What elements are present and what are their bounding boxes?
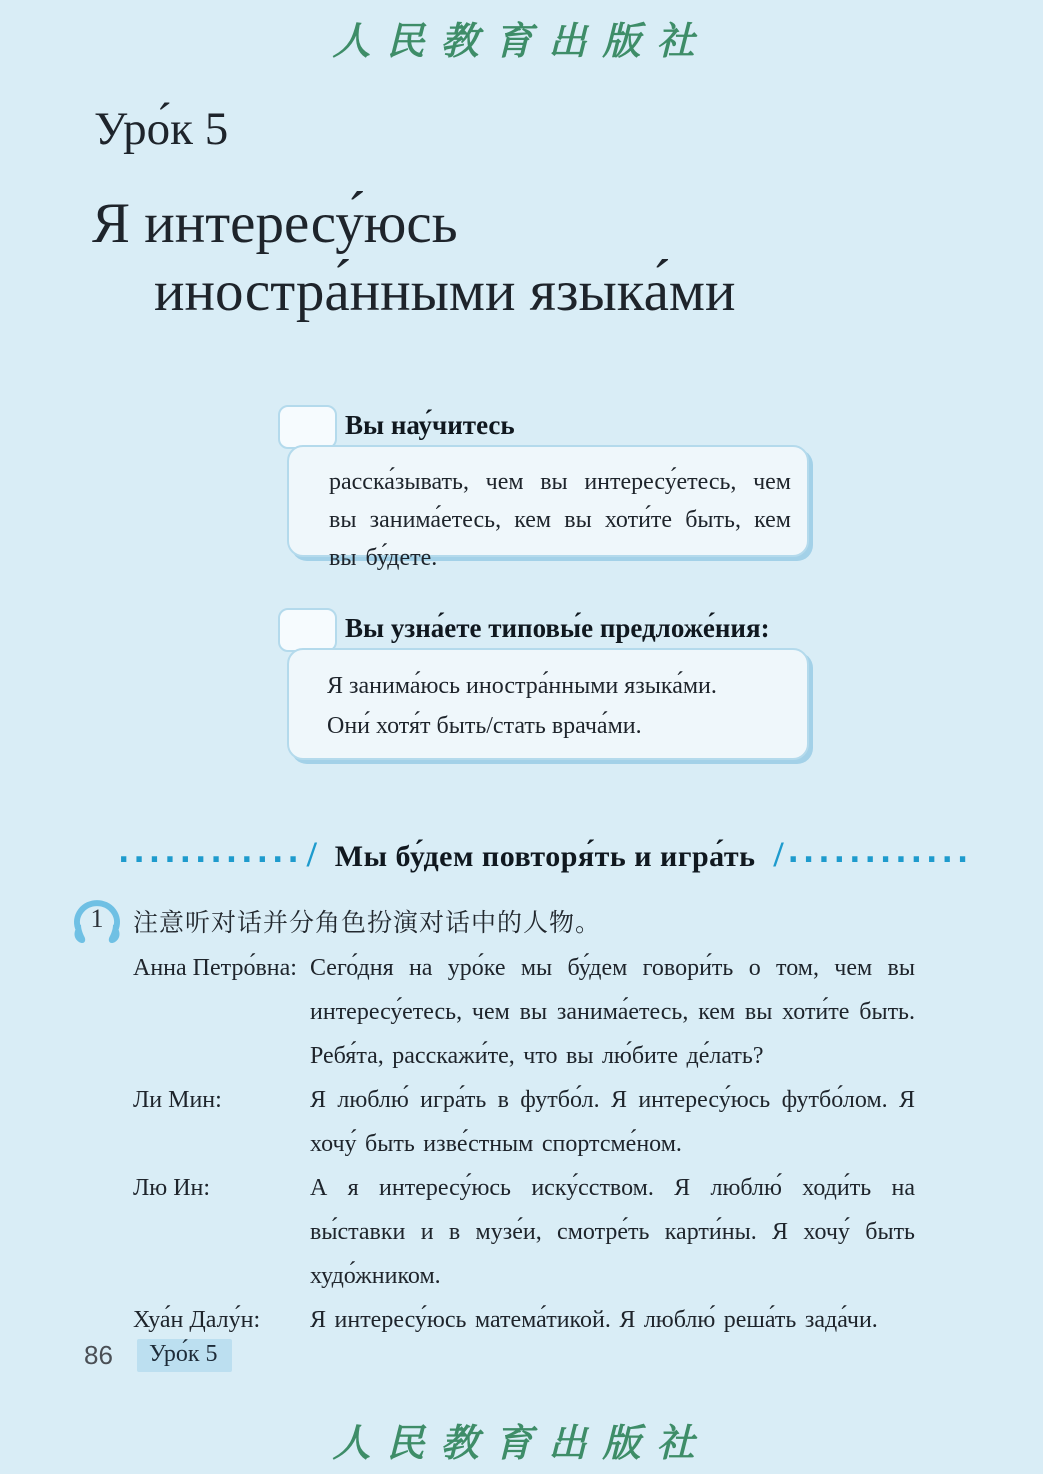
exercise-1-marker <box>68 894 126 948</box>
dialogue-row <box>133 1078 915 1166</box>
sentences-box-panel <box>287 648 809 760</box>
publisher-logo-bottom: 人民教育出版社 <box>332 1420 711 1465</box>
speaker-line: А я интересу́юсь иску́сством. Я люблю́ ходи́ть на вы́ставки и в музе́и, смотре́ть карти́ны. Я хочу́ быть худо́жником. <box>310 1175 915 1289</box>
learn-box-panel <box>287 445 809 571</box>
sentences-box-heading: Вы узна́ете типовы́е предложе́ния: <box>345 613 770 643</box>
dialogue-row <box>133 1166 915 1298</box>
publisher-logo-top: 人民教育出版社 <box>332 18 711 63</box>
speaker-name: Ли Мин: <box>133 1087 222 1113</box>
slash-divider-left: / <box>306 834 317 874</box>
footer-lesson-chip: Уро́к 5 <box>137 1339 232 1372</box>
dialogue-row <box>133 1298 915 1342</box>
model-sentence: Они́ хотя́т быть/стать врача́ми. <box>327 713 642 739</box>
dialogue-block <box>133 946 915 1342</box>
dialogue-row <box>133 946 915 1078</box>
speaker-line: Сего́дня на уро́ке мы бу́дем говори́ть о том, чем вы интересу́етесь, чем вы занима́етесь, кем вы хоти́те быть. Ребя́та, расскажи́те, что вы лю́бите де́лать? <box>310 955 915 1069</box>
learn-box-body: расска́зывать, чем вы интересу́етесь, чем вы занима́етесь, кем вы хоти́те быть, кем вы бу́дете. <box>329 469 791 571</box>
speaker-name: Анна Петро́вна: <box>133 955 297 981</box>
speaker-name: Хуа́н Далу́н: <box>133 1307 261 1333</box>
page-title <box>92 190 736 326</box>
dotted-rule-right: ............ <box>787 835 973 870</box>
exercise-instruction-chinese: 注意听对话并分角色扮演对话中的人物。 <box>133 910 602 937</box>
speaker-line: Я люблю́ игра́ть в футбо́л. Я интересу́юсь футбо́лом. Я хочу́ быть изве́стным спортсме́ном. <box>310 1087 915 1157</box>
callout-tab-shape <box>278 608 337 652</box>
slash-divider-right: / <box>773 834 784 874</box>
learn-box-heading: Вы нау́читесь <box>345 410 515 440</box>
page-title-line1: Я интересу́юсь <box>92 192 458 255</box>
section-header <box>118 833 973 875</box>
model-sentence: Я занима́юсь иностра́нными языка́ми. <box>327 673 717 699</box>
page-number: 86 <box>84 1340 113 1370</box>
exercise-number-label: 1 <box>90 904 104 933</box>
callout-tab-shape <box>278 405 337 449</box>
speaker-line: Я интересу́юсь матема́тикой. Я люблю́ реша́ть зада́чи. <box>310 1307 878 1333</box>
page-title-line2: иностра́нными языка́ми <box>154 260 736 323</box>
section-title: Мы бу́дем повторя́ть и игра́ть <box>334 840 756 873</box>
lesson-number-heading: Уро́к 5 <box>94 103 229 155</box>
speaker-name: Лю Ин: <box>133 1175 211 1201</box>
dotted-rule-left: ............ <box>118 835 303 870</box>
